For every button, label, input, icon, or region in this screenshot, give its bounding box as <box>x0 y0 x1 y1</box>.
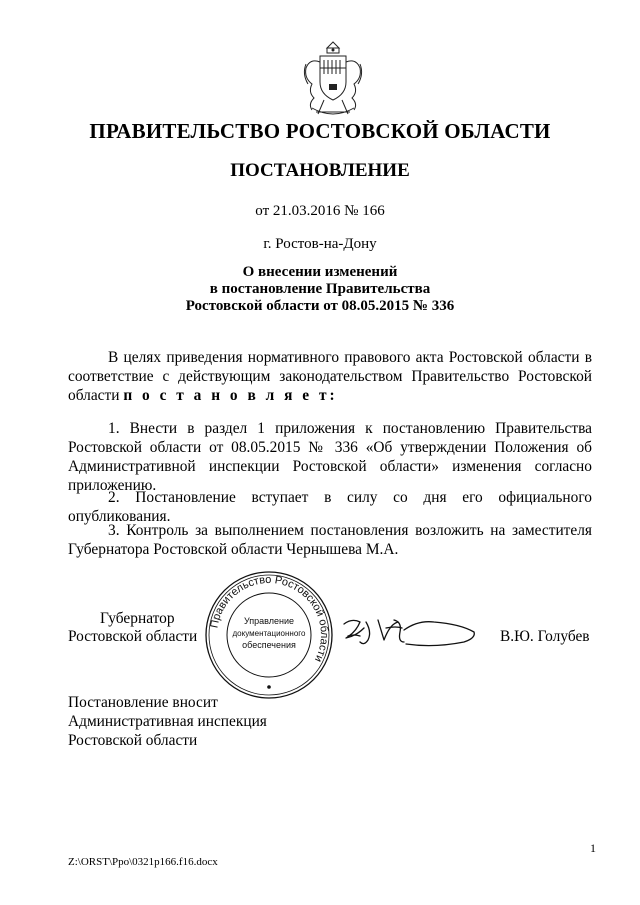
item-3-paragraph: 3. Контроль за выполнением постановления возложить на заместителя Губернатора Ростовской области Чернышева М.А. <box>68 522 592 558</box>
subject-line: Ростовской области от 08.05.2015 № 336 <box>185 298 455 314</box>
signer-name: В.Ю. Голубев <box>500 628 590 645</box>
seal-inner-line-2: документационного <box>232 629 306 638</box>
decision-word: п о с т а н о в л я е т: <box>123 387 338 404</box>
handwritten-signature <box>338 606 483 658</box>
signer-role-line-2: Ростовской области <box>68 628 198 645</box>
item-1-paragraph: 1. Внести в раздел 1 приложения к постановлению Правительства Ростовской области от 08.05.2015 № 336 «Об утверждении Положения об Административной инспекции Ростовской области» изменения согласно приложению. <box>68 420 592 494</box>
seal-inner-line-1: Управление <box>243 616 295 626</box>
document-city: г. Ростов-на-Дону <box>263 236 377 252</box>
submitted-by-line-2: Административная инспекция <box>68 713 267 730</box>
document-subject <box>0 264 640 315</box>
submitted-by-line-3: Ростовской области <box>68 732 198 749</box>
page-number: 1 <box>590 841 596 855</box>
subject-line: О внесении изменений <box>242 264 398 280</box>
preamble-paragraph <box>68 348 592 405</box>
seal-inner-line-3: обеспечения <box>242 640 296 650</box>
file-path: Z:\ORST\Ppo\0321p166.f16.docx <box>68 856 218 868</box>
item-2-paragraph: 2. Постановление вступает в силу со дня его официального опубликования. <box>68 489 592 525</box>
submitted-by-line-1: Постановление вносит <box>68 694 218 711</box>
preamble-text: В целях приведения нормативного правового акта Ростовской области в соответствие с действующим законодательством Правительство Ростовской области <box>68 349 592 404</box>
document-type-title: ПОСТАНОВЛЕНИЕ <box>230 160 410 181</box>
official-seal-stamp <box>203 569 335 701</box>
coat-of-arms-emblem <box>298 38 368 120</box>
seal-outer-text: Правительство Ростовской области <box>208 573 331 664</box>
signer-role-line-1: Губернатор <box>100 610 175 627</box>
organization-title: ПРАВИТЕЛЬСТВО РОСТОВСКОЙ ОБЛАСТИ <box>89 119 551 143</box>
subject-line: в постановление Правительства <box>209 281 431 297</box>
document-date-number: от 21.03.2016 № 166 <box>255 203 385 219</box>
